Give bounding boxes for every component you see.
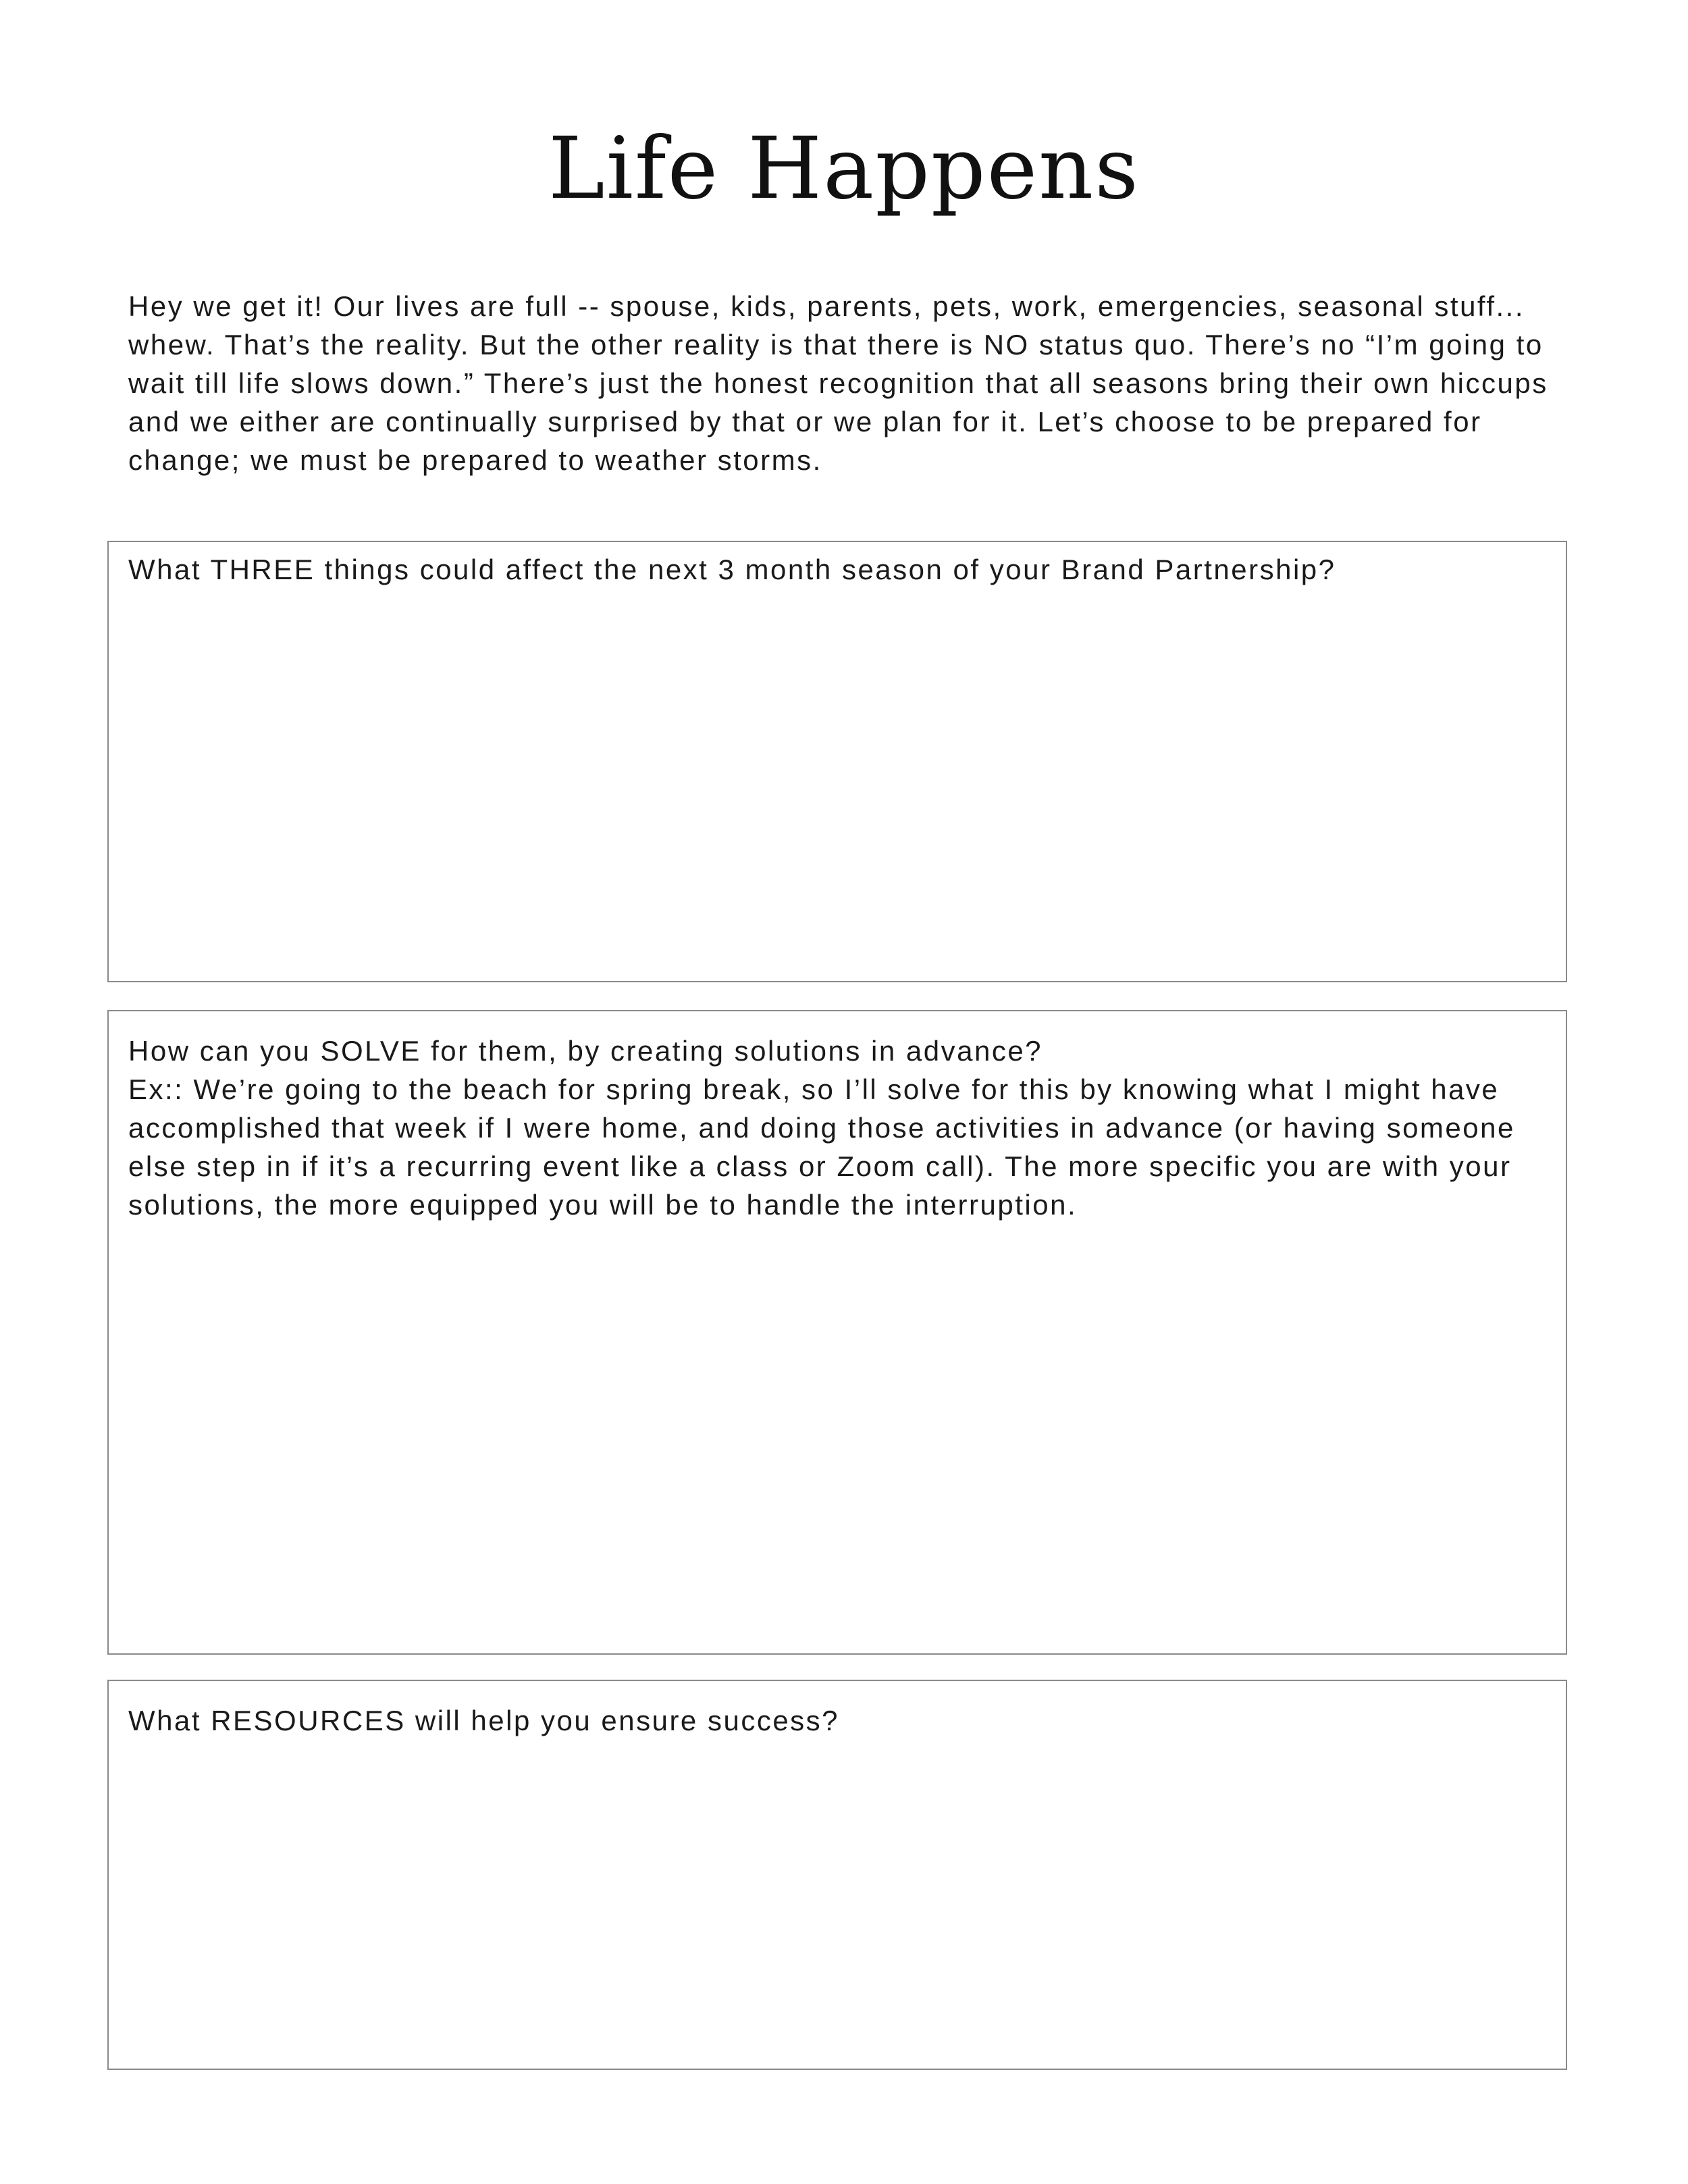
- answer-box-threats: [107, 541, 1567, 982]
- intro-paragraph: Hey we get it! Our lives are full -- spouse, kids, parents, pets, work, emergencies, seasonal stuff... whew. That’s the reality. But the other reality is that there is NO status quo. There’s no “I’m going to wait till life slows down.” There’s just the honest recognition that all seasons bring their own hiccups and we either are continually surprised by that or we plan for it. Let’s choose to be prepared for change; we must be prepared to weather storms.: [128, 290, 1548, 476]
- question-solutions-block: [128, 1032, 1539, 1224]
- question-threats: What THREE things could affect the next 3 month season of your Brand Partnership?: [128, 554, 1336, 585]
- question-resources: What RESOURCES will help you ensure success?: [128, 1705, 840, 1736]
- page-title: Life Happens: [548, 119, 1140, 218]
- answer-area-resources[interactable]: [128, 1749, 1546, 2055]
- answer-box-solutions: [107, 1010, 1567, 1655]
- answer-area-solutions[interactable]: [128, 1234, 1546, 1640]
- question-solutions: How can you SOLVE for them, by creating solutions in advance?: [128, 1035, 1043, 1067]
- solutions-example: Ex:: We’re going to the beach for spring break, so I’ll solve for this by knowing what I might have accomplished that week if I were home, and doing those activities in advance (or having someone else step in if it’s a recurring event like a class or Zoom call). The more specific you are with your solutions, the more equipped you will be to handle the interruption.: [128, 1073, 1515, 1221]
- answer-box-resources: [107, 1680, 1567, 2070]
- answer-area-threats[interactable]: [128, 603, 1546, 967]
